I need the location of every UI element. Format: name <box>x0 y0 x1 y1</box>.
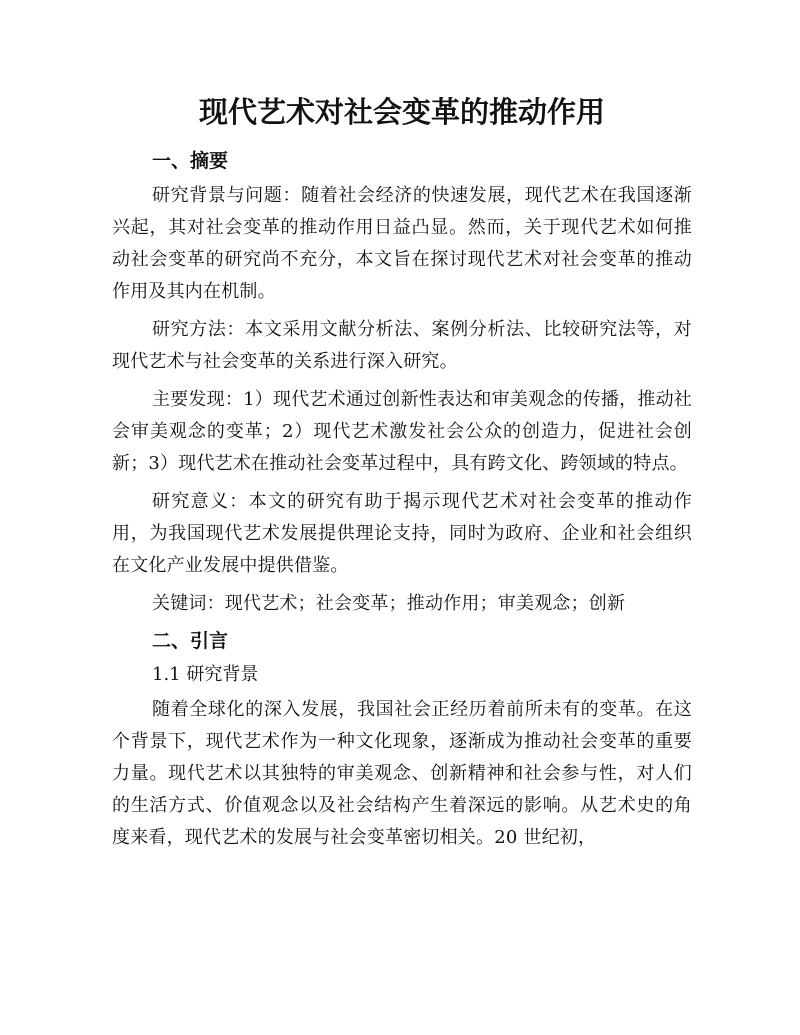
document-page <box>112 90 692 860</box>
paragraph-findings: 主要发现：1）现代艺术通过创新性表达和审美观念的传播，推动社会审美观念的变革；2）现代艺术激发社会公众的创造力，促进社会创新；3）现代艺术在推动社会变革过程中，具有跨文化、跨领域的特点。 <box>112 389 692 474</box>
paragraph-methods: 研究方法：本文采用文献分析法、案例分析法、比较研究法等，对现代艺术与社会变革的关系进行深入研究。 <box>112 319 692 372</box>
subsection-heading-background: 1.1 研究背景 <box>152 664 259 685</box>
section-heading-abstract: 一、摘要 <box>152 150 229 172</box>
paragraph-intro-background: 随着全球化的深入发展，我国社会正经历着前所未有的变革。在这个背景下，现代艺术作为一种文化现象，逐渐成为推动社会变革的重要力量。现代艺术以其独特的审美观念、创新精神和社会参与性，对人们的生活方式、价值观念以及社会结构产生着深远的影响。从艺术史的角度来看，现代艺术的发展与社会变革密切相关。20 世纪初， <box>112 699 692 848</box>
paragraph-keywords: 关键词：现代艺术；社会变革；推动作用；审美观念；创新 <box>152 593 626 614</box>
paragraph-significance: 研究意义：本文的研究有助于揭示现代艺术对社会变革的推动作用，为我国现代艺术发展提供理论支持，同时为政府、企业和社会组织在文化产业发展中提供借鉴。 <box>112 491 692 576</box>
paragraph-background: 研究背景与问题：随着社会经济的快速发展，现代艺术在我国逐渐兴起，其对社会变革的推动作用日益凸显。然而，关于现代艺术如何推动社会变革的研究尚不充分，本文旨在探讨现代艺术对社会变革的推动作用及其内在机制。 <box>112 185 692 302</box>
document-title: 现代艺术对社会变革的推动作用 <box>198 95 605 129</box>
section-heading-introduction: 二、引言 <box>152 630 229 652</box>
